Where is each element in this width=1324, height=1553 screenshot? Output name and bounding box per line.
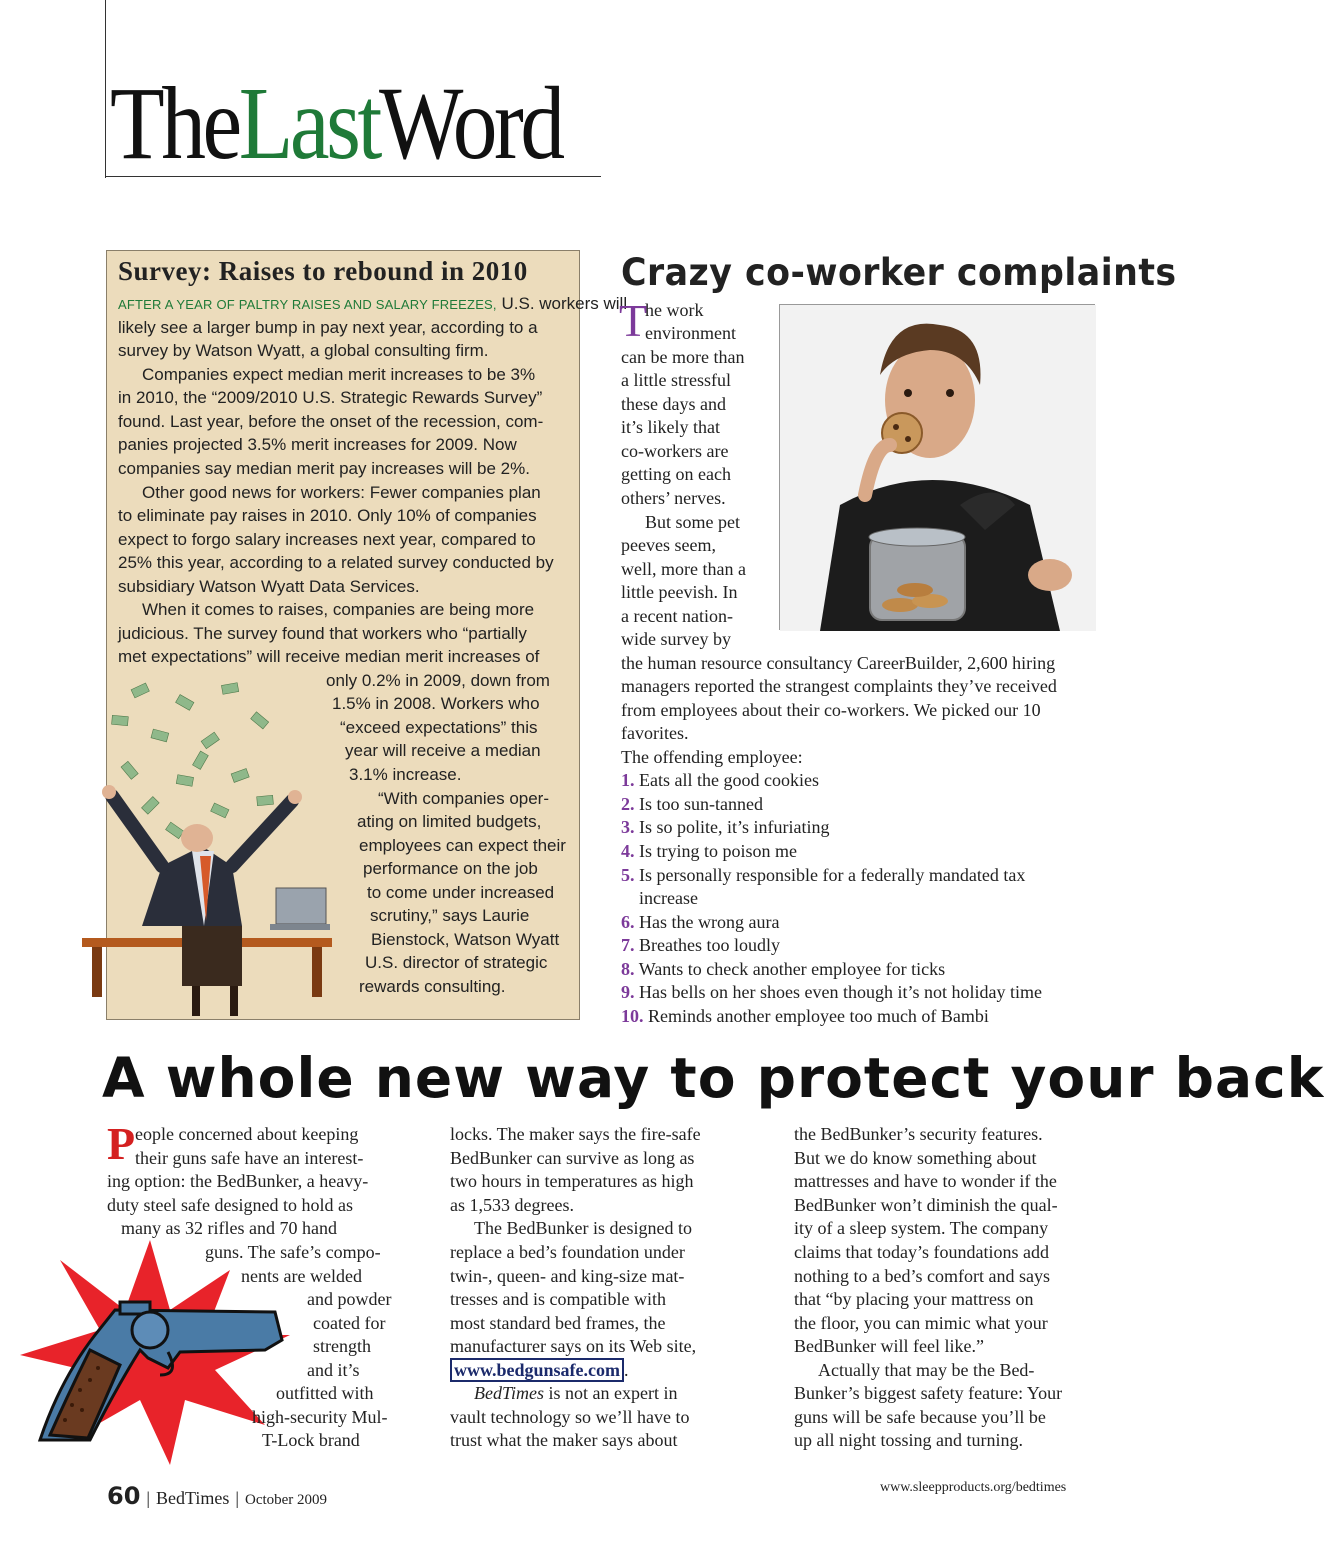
complaint-number: 1. bbox=[621, 770, 635, 790]
bedgunsafe-link[interactable]: www.bedgunsafe.com bbox=[450, 1358, 624, 1382]
survey-line: found. Last year, before the onset of the recession, com- bbox=[118, 412, 544, 431]
complaint-text: Is personally responsible for a federally mandated tax bbox=[639, 865, 1026, 885]
back-col1-line: many as 32 rifles and 70 hand bbox=[121, 1218, 337, 1238]
survey-line: employees can expect their bbox=[359, 836, 566, 855]
back-col2-line: manufacturer says on its Web site, bbox=[450, 1336, 697, 1356]
cookie-man-photo bbox=[779, 304, 1095, 630]
footer-url[interactable]: www.sleepproducts.org/bedtimes bbox=[880, 1480, 1067, 1495]
complaint-number: 9. bbox=[621, 982, 635, 1002]
back-col2-link-line bbox=[450, 1359, 629, 1383]
back-col3-line: up all night tossing and turning. bbox=[794, 1430, 1023, 1450]
coworker-line: well, more than a bbox=[621, 559, 746, 579]
footer-separator: | bbox=[146, 1488, 151, 1508]
complaint-text: Breathes too loudly bbox=[639, 935, 780, 955]
survey-line: Other good news for workers: Fewer companies plan bbox=[142, 483, 541, 502]
link-period: . bbox=[624, 1360, 629, 1380]
masthead-word: Word bbox=[378, 66, 562, 181]
back-col2-line bbox=[474, 1382, 677, 1406]
coworker-line: getting on each bbox=[621, 464, 731, 484]
back-col3-line: Bunker’s biggest safety feature: Your bbox=[794, 1383, 1063, 1403]
survey-line: scrutiny,” says Laurie bbox=[370, 906, 530, 925]
back-col3-line: the BedBunker’s security features. bbox=[794, 1124, 1043, 1144]
complaint-item bbox=[621, 911, 779, 935]
back-col2-line: locks. The maker says the fire-safe bbox=[450, 1124, 701, 1144]
page-footer bbox=[107, 1482, 327, 1510]
back-col2-line: most standard bed frames, the bbox=[450, 1313, 666, 1333]
complaint-number: 4. bbox=[621, 841, 635, 861]
complaint-item bbox=[621, 793, 763, 817]
survey-line-text: U.S. workers will bbox=[501, 294, 628, 313]
bedtimes-italic: BedTimes bbox=[474, 1383, 544, 1403]
back-article-title: A whole new way to protect your back bbox=[102, 1046, 1324, 1110]
money-illustration bbox=[82, 676, 342, 1020]
complaint-item bbox=[621, 769, 819, 793]
back-col1-line: coated for bbox=[313, 1313, 386, 1333]
coworker-line: he work bbox=[645, 300, 704, 320]
survey-line: subsidiary Watson Wyatt Data Services. bbox=[118, 577, 420, 596]
survey-line: When it comes to raises, companies are being more bbox=[142, 600, 535, 619]
coworker-line: others’ nerves. bbox=[621, 488, 726, 508]
back-col1-line: T-Lock brand bbox=[262, 1430, 360, 1450]
survey-line: 1.5% in 2008. Workers who bbox=[332, 694, 540, 713]
survey-line: survey by Watson Wyatt, a global consulting firm. bbox=[118, 341, 489, 360]
masthead-last: Last bbox=[238, 66, 379, 181]
coworker-line: it’s likely that bbox=[621, 417, 720, 437]
coworker-line: a recent nation- bbox=[621, 606, 733, 626]
page-number: 60 bbox=[107, 1482, 141, 1510]
back-col1-line: and it’s bbox=[307, 1360, 360, 1380]
complaint-number: 5. bbox=[621, 865, 635, 885]
coworker-line: co-workers are bbox=[621, 441, 729, 461]
complaint-number: 10. bbox=[621, 1006, 644, 1026]
survey-line: in 2010, the “2009/2010 U.S. Strategic Rewards Survey” bbox=[118, 388, 543, 407]
survey-line: only 0.2% in 2009, down from bbox=[326, 671, 550, 690]
back-col1-line: outfitted with bbox=[276, 1383, 374, 1403]
issue-date: October 2009 bbox=[244, 1492, 328, 1508]
complaint-item bbox=[621, 934, 780, 958]
back-col1-line: duty steel safe designed to hold as bbox=[107, 1195, 353, 1215]
back-col1-line: ing option: the BedBunker, a heavy- bbox=[107, 1171, 369, 1191]
coworker-line: But some pet bbox=[645, 512, 740, 532]
back-col1-line: strength bbox=[313, 1336, 371, 1356]
masthead-the: The bbox=[110, 66, 239, 181]
back-drop-cap: P bbox=[107, 1118, 136, 1169]
back-col3-line: nothing to a bed’s comfort and says bbox=[794, 1266, 1050, 1286]
coworker-title: Crazy co-worker complaints bbox=[621, 251, 1177, 294]
survey-line: U.S. director of strategic bbox=[365, 953, 548, 972]
back-col3-line: Actually that may be the Bed- bbox=[818, 1360, 1035, 1380]
survey-line: judicious. The survey found that workers who “partially bbox=[118, 624, 527, 643]
survey-line: panies projected 3.5% merit increases for 2009. Now bbox=[118, 435, 517, 454]
back-col2-line: trust what the maker says about bbox=[450, 1430, 678, 1450]
masthead-vertical-rule bbox=[105, 0, 106, 178]
survey-line: “With companies oper- bbox=[378, 789, 550, 808]
complaint-item bbox=[621, 816, 830, 840]
coworker-line: these days and bbox=[621, 394, 726, 414]
complaint-item bbox=[621, 864, 1025, 888]
back-col3-line: ity of a sleep system. The company bbox=[794, 1218, 1049, 1238]
complaint-item bbox=[621, 840, 797, 864]
coworker-line: wide survey by bbox=[621, 629, 731, 649]
complaint-number: 7. bbox=[621, 935, 635, 955]
survey-lead-in: AFTER A YEAR OF PALTRY RAISES AND SALARY FREEZES, bbox=[118, 297, 497, 312]
coworker-line: managers reported the strangest complaints they’ve received bbox=[621, 676, 1057, 696]
back-col3-line: BedBunker won’t diminish the qual- bbox=[794, 1195, 1058, 1215]
back-col3-line: claims that today’s foundations add bbox=[794, 1242, 1049, 1262]
complaint-text: Is too sun-tanned bbox=[639, 794, 763, 814]
back-col1-line: and powder bbox=[307, 1289, 392, 1309]
survey-line: performance on the job bbox=[363, 859, 538, 878]
back-col3-line: But we do know something about bbox=[794, 1148, 1037, 1168]
back-col3-line: BedBunker will feel like.” bbox=[794, 1336, 984, 1356]
coworker-line: The offending employee: bbox=[621, 747, 803, 767]
survey-line: met expectations” will receive median merit increases of bbox=[118, 647, 540, 666]
coworker-line: can be more than bbox=[621, 347, 745, 367]
back-col1-line: high-security Mul- bbox=[252, 1407, 388, 1427]
complaint-item bbox=[621, 1005, 989, 1029]
complaint-text: Has bells on her shoes even though it’s not holiday time bbox=[639, 982, 1042, 1002]
complaint-text: Is trying to poison me bbox=[639, 841, 797, 861]
coworker-line: from employees about their co-workers. We picked our 10 bbox=[621, 700, 1041, 720]
survey-title: Survey: Raises to rebound in 2010 bbox=[118, 256, 528, 286]
complaint-number: 3. bbox=[621, 817, 635, 837]
back-col3-line: guns will be safe because you’ll be bbox=[794, 1407, 1046, 1427]
coworker-line: peeves seem, bbox=[621, 535, 716, 555]
coworker-line: little peevish. In bbox=[621, 582, 738, 602]
back-col1-line: eople concerned about keeping bbox=[135, 1124, 359, 1144]
back-col2-text: is not an expert in bbox=[544, 1383, 678, 1403]
back-col1-line: nents are welded bbox=[241, 1266, 362, 1286]
coworker-line: favorites. bbox=[621, 723, 689, 743]
complaint-text: Reminds another employee too much of Bambi bbox=[648, 1006, 989, 1026]
survey-line: Bienstock, Watson Wyatt bbox=[371, 930, 560, 949]
back-col2-line: replace a bed’s foundation under bbox=[450, 1242, 685, 1262]
footer-separator: | bbox=[235, 1488, 239, 1508]
complaint-item-continued: increase bbox=[639, 888, 698, 908]
survey-line: year will receive a median bbox=[345, 741, 541, 760]
survey-line: 25% this year, according to a related survey conducted by bbox=[118, 553, 554, 572]
complaint-item bbox=[621, 981, 1042, 1005]
complaint-item bbox=[621, 958, 945, 982]
survey-line: to come under increased bbox=[367, 883, 555, 902]
complaint-text: Is so polite, it’s infuriating bbox=[639, 817, 830, 837]
coworker-line: environment bbox=[645, 323, 736, 343]
survey-line: likely see a larger bump in pay next year, according to a bbox=[118, 318, 538, 337]
complaint-number: 6. bbox=[621, 912, 635, 932]
back-col2-line: BedBunker can survive as long as bbox=[450, 1148, 695, 1168]
back-col3-line: the floor, you can mimic what your bbox=[794, 1313, 1048, 1333]
survey-line: ating on limited budgets, bbox=[357, 812, 542, 831]
complaint-text: Has the wrong aura bbox=[639, 912, 780, 932]
survey-line: Companies expect median merit increases to be 3% bbox=[142, 365, 536, 384]
survey-line: to eliminate pay raises in 2010. Only 10% of companies bbox=[118, 506, 537, 525]
back-col2-line: tresses and is compatible with bbox=[450, 1289, 666, 1309]
coworker-drop-cap: T bbox=[619, 295, 648, 346]
survey-line bbox=[118, 292, 627, 317]
survey-line: companies say median merit pay increases will be 2%. bbox=[118, 459, 530, 478]
survey-line: expect to forgo salary increases next year, compared to bbox=[118, 530, 536, 549]
complaint-text: Wants to check another employee for ticks bbox=[638, 959, 946, 979]
survey-line: “exceed expectations” this bbox=[340, 718, 538, 737]
back-col3-line: that “by placing your mattress on bbox=[794, 1289, 1034, 1309]
coworker-line: the human resource consultancy CareerBuilder, 2,600 hiring bbox=[621, 653, 1056, 673]
back-col3-line: mattresses and have to wonder if the bbox=[794, 1171, 1057, 1191]
magazine-name: BedTimes bbox=[156, 1488, 230, 1508]
back-col1-line: their guns safe have an interest- bbox=[135, 1148, 364, 1168]
back-col1-line: guns. The safe’s compo- bbox=[205, 1242, 381, 1262]
back-col2-line: two hours in temperatures as high bbox=[450, 1171, 694, 1191]
complaint-text: Eats all the good cookies bbox=[639, 770, 819, 790]
back-col2-line: vault technology so we’ll have to bbox=[450, 1407, 690, 1427]
survey-line: 3.1% increase. bbox=[349, 765, 462, 784]
complaint-number: 2. bbox=[621, 794, 635, 814]
back-col2-line: twin-, queen- and king-size mat- bbox=[450, 1266, 685, 1286]
survey-line: rewards consulting. bbox=[359, 977, 506, 996]
coworker-line: a little stressful bbox=[621, 370, 731, 390]
masthead-title bbox=[110, 66, 562, 181]
back-col2-line: as 1,533 degrees. bbox=[450, 1195, 574, 1215]
back-col2-line: The BedBunker is designed to bbox=[474, 1218, 692, 1238]
complaint-number: 8. bbox=[621, 959, 635, 979]
